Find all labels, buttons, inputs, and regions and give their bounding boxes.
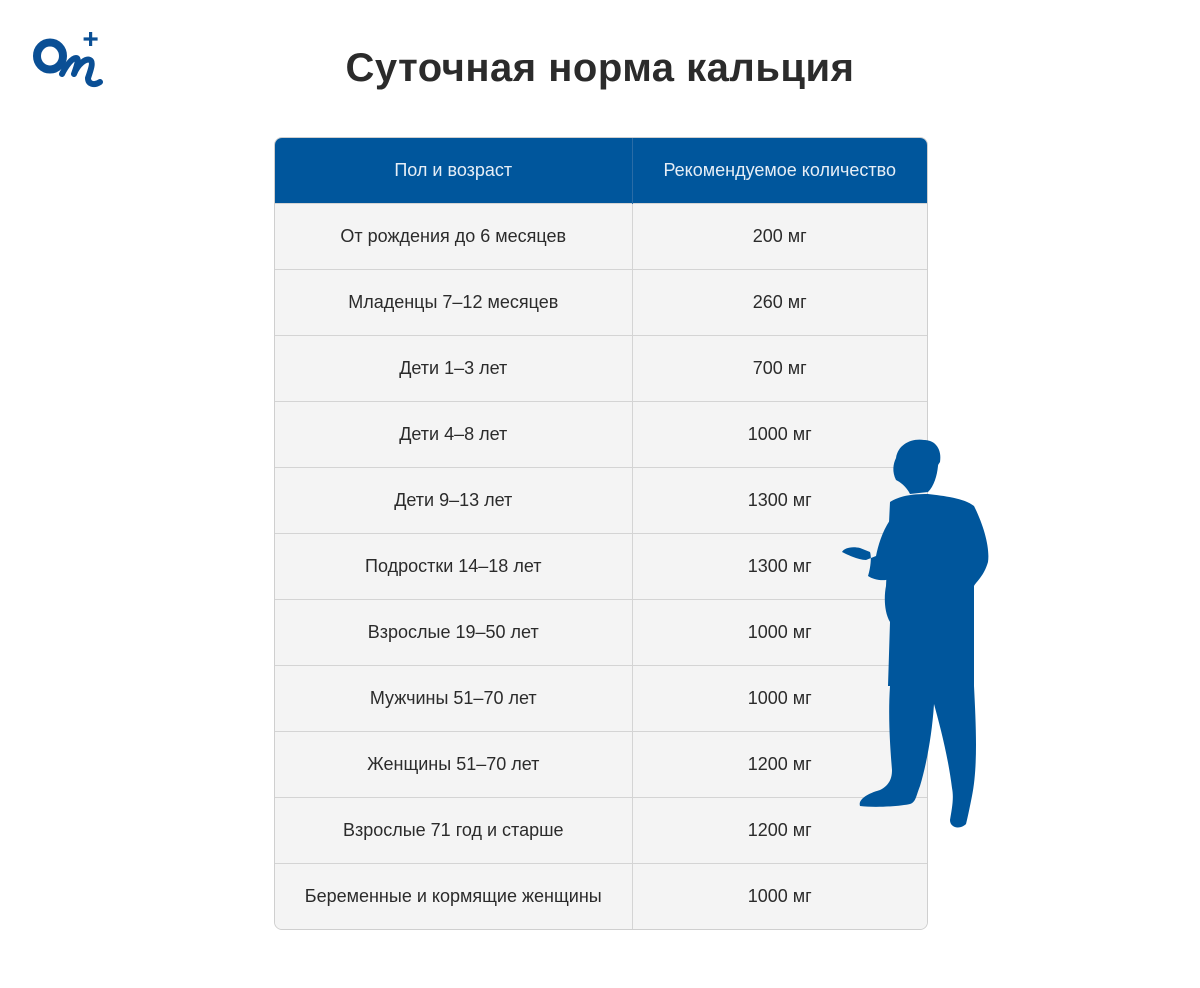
table-row [275, 534, 927, 600]
cell-amount: 700 мг [632, 336, 927, 402]
cell-amount: 1200 мг [632, 798, 927, 864]
table-row [275, 600, 927, 666]
table-row [275, 666, 927, 732]
cell-amount: 1300 мг [632, 468, 927, 534]
column-header-group: Пол и возраст [275, 138, 632, 204]
cell-group: Взрослые 71 год и старше [275, 798, 632, 864]
table-row [275, 336, 927, 402]
table-row [275, 204, 927, 270]
table-row [275, 864, 927, 930]
cell-amount: 1300 мг [632, 534, 927, 600]
table-body [275, 204, 927, 930]
table-row [275, 270, 927, 336]
cell-amount: 200 мг [632, 204, 927, 270]
page-title: Суточная норма кальция [345, 46, 855, 90]
table-row [275, 798, 927, 864]
calcium-norms-table [274, 137, 928, 930]
cell-group: Подростки 14–18 лет [275, 534, 632, 600]
cell-group: Женщины 51–70 лет [275, 732, 632, 798]
cell-amount: 260 мг [632, 270, 927, 336]
cell-group: Дети 1–3 лет [275, 336, 632, 402]
person-silhouette-icon [840, 436, 992, 832]
cell-group: Младенцы 7–12 месяцев [275, 270, 632, 336]
cell-amount: 1200 мг [632, 732, 927, 798]
table-row [275, 402, 927, 468]
cell-group: Беременные и кормящие женщины [275, 864, 632, 930]
cell-amount: 1000 мг [632, 666, 927, 732]
table-row [275, 468, 927, 534]
cell-group: Дети 4–8 лет [275, 402, 632, 468]
cell-group: Мужчины 51–70 лет [275, 666, 632, 732]
cell-group: От рождения до 6 месяцев [275, 204, 632, 270]
cell-group: Дети 9–13 лет [275, 468, 632, 534]
table-header-row [275, 138, 927, 204]
cell-group: Взрослые 19–50 лет [275, 600, 632, 666]
cell-amount: 1000 мг [632, 600, 927, 666]
table-row [275, 732, 927, 798]
cell-amount: 1000 мг [632, 402, 927, 468]
column-header-amount: Рекомендуемое количество [632, 138, 927, 204]
cell-amount: 1000 мг [632, 864, 927, 930]
